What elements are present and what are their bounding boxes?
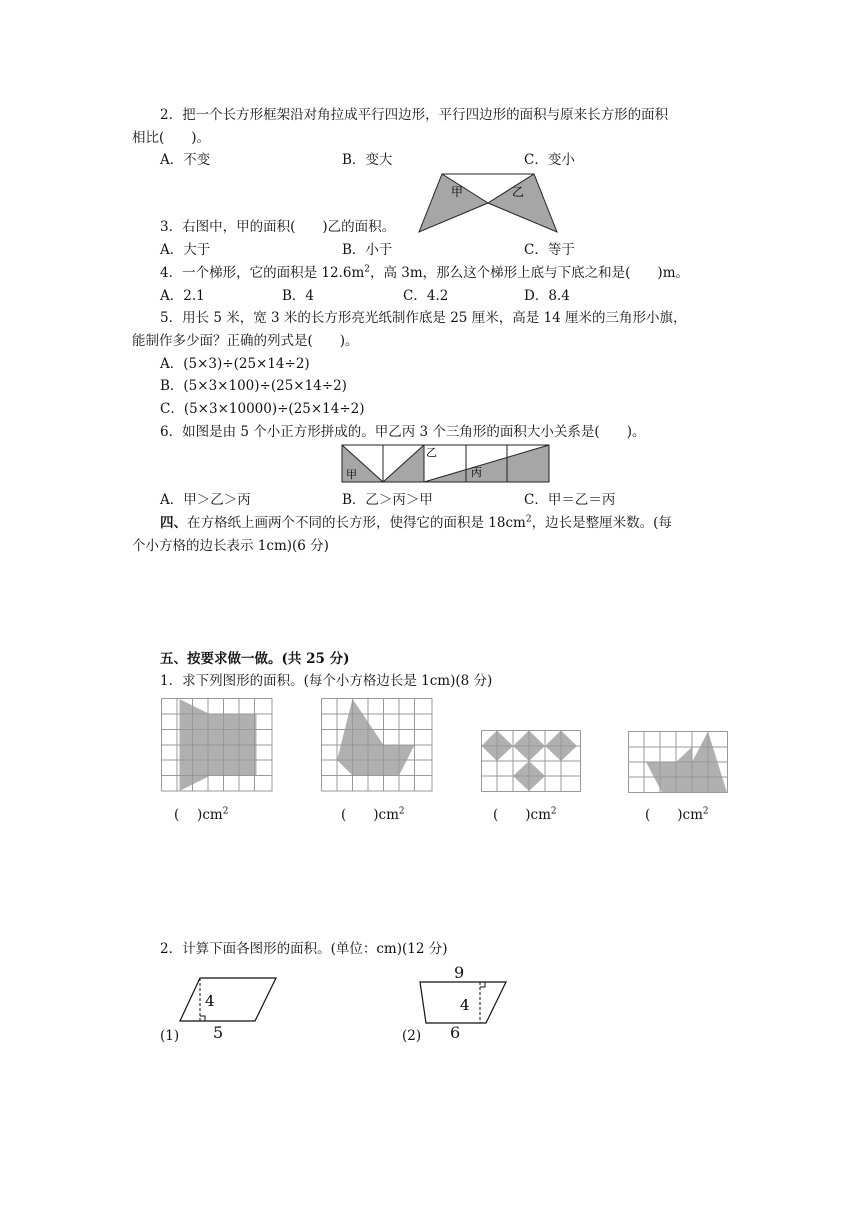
grid-figure-4 <box>628 731 728 793</box>
section5-q1: 1．求下列图形的面积。(每个小方格边长是 1cm)(8 分) <box>160 673 493 689</box>
q3-option-a: A．大于 <box>160 242 211 258</box>
q2-line1: 2．把一个长方形框架沿对角拉成平行四边形，平行四边形的面积与原来长方形的面积 <box>160 107 669 123</box>
grid-figure-2 <box>321 698 433 792</box>
label-yi: 乙 <box>426 446 437 459</box>
q4-option-b: B．4 <box>282 288 315 304</box>
section5-heading: 五、按要求做一做。(共 25 分) <box>160 651 350 667</box>
q3-option-c: C．等于 <box>524 242 575 258</box>
label-jia: 甲 <box>346 468 357 481</box>
answer-blank-2[interactable]: ( )$cm^2$ <box>341 806 405 823</box>
trapezoid-bottom-label: 6 <box>450 1023 461 1042</box>
fig1-label: (1) <box>160 1028 180 1044</box>
q6-squares-figure <box>341 444 551 484</box>
q5-option-a: A．(5×3)÷(25×14÷2) <box>160 356 310 372</box>
answer-blank-3[interactable]: ( )$cm^2$ <box>493 806 557 823</box>
answer-blank-1[interactable]: ( )$cm^2$ <box>174 806 229 823</box>
section4-line2: 个小方格的边长表示 1cm)(6 分) <box>132 538 329 554</box>
parallelogram-figure <box>178 976 280 1026</box>
q6-option-c: C．甲＝乙＝丙 <box>524 492 616 508</box>
q6-option-b: B．乙＞丙＞甲 <box>342 492 433 508</box>
label-yi: 乙 <box>512 185 525 199</box>
answer-blank-4[interactable]: ( )$cm^2$ <box>645 806 709 823</box>
q6-text: 6．如图是由 5 个小正方形拼成的。甲乙丙 3 个三角形的面积大小关系是( )。 <box>160 424 646 440</box>
grid-figure-1 <box>161 698 273 792</box>
q4-option-d: D．8.4 <box>524 288 570 304</box>
q2-option-c: C．变小 <box>524 152 575 168</box>
triangle-yi <box>488 174 557 232</box>
q5-option-c: C．(5×3×10000)÷(25×14÷2) <box>160 401 365 417</box>
q5-line1: 5．用长 5 米，宽 3 米的长方形亮光纸制作底是 25 厘米，高是 14 厘米的三角形小旗， <box>160 310 687 326</box>
q5-option-b: B．(5×3×100)÷(25×14÷2) <box>160 378 347 394</box>
label-bing: 丙 <box>471 466 482 479</box>
trapezoid-height-label: 4 <box>460 996 470 1014</box>
q3-option-b: B．小于 <box>342 242 393 258</box>
q3-triangle-figure <box>418 172 558 234</box>
q2-option-b: B．变大 <box>342 152 393 168</box>
parallelogram-base-label: 5 <box>213 1023 224 1042</box>
fig2-label: (2) <box>402 1028 422 1044</box>
trapezoid-figure <box>418 980 510 1026</box>
q4-option-a: A．2.1 <box>160 288 205 304</box>
grid-figure-3 <box>481 730 581 792</box>
q6-option-a: A．甲＞乙＞丙 <box>160 492 251 508</box>
q3-text: 3．右图中，甲的面积( )乙的面积。 <box>160 219 396 235</box>
section4-line1: 四、在方格纸上画两个不同的长方形，使得它的面积是 $18cm^2$，边长是整厘米数。(每 <box>160 514 672 531</box>
label-jia: 甲 <box>451 185 464 199</box>
q2-line2: 相比( )。 <box>132 130 211 146</box>
q5-line2: 能制作多少面？正确的列式是( )。 <box>132 333 359 349</box>
parallelogram-height-label: 4 <box>205 992 215 1010</box>
q4-option-c: C．4.2 <box>403 288 449 304</box>
section5-q2: 2．计算下面各图形的面积。(单位：cm)(12 分) <box>160 941 448 957</box>
q2-option-a: A．不变 <box>160 152 211 168</box>
trapezoid-top-label: 9 <box>454 963 465 982</box>
q4-text: 4．一个梯形，它的面积是 $12.6m^2$，高 3m，那么这个梯形上底与下底之和是( )m。 <box>160 264 690 281</box>
shaded-shape <box>337 699 415 776</box>
triangle-jia <box>419 174 488 232</box>
